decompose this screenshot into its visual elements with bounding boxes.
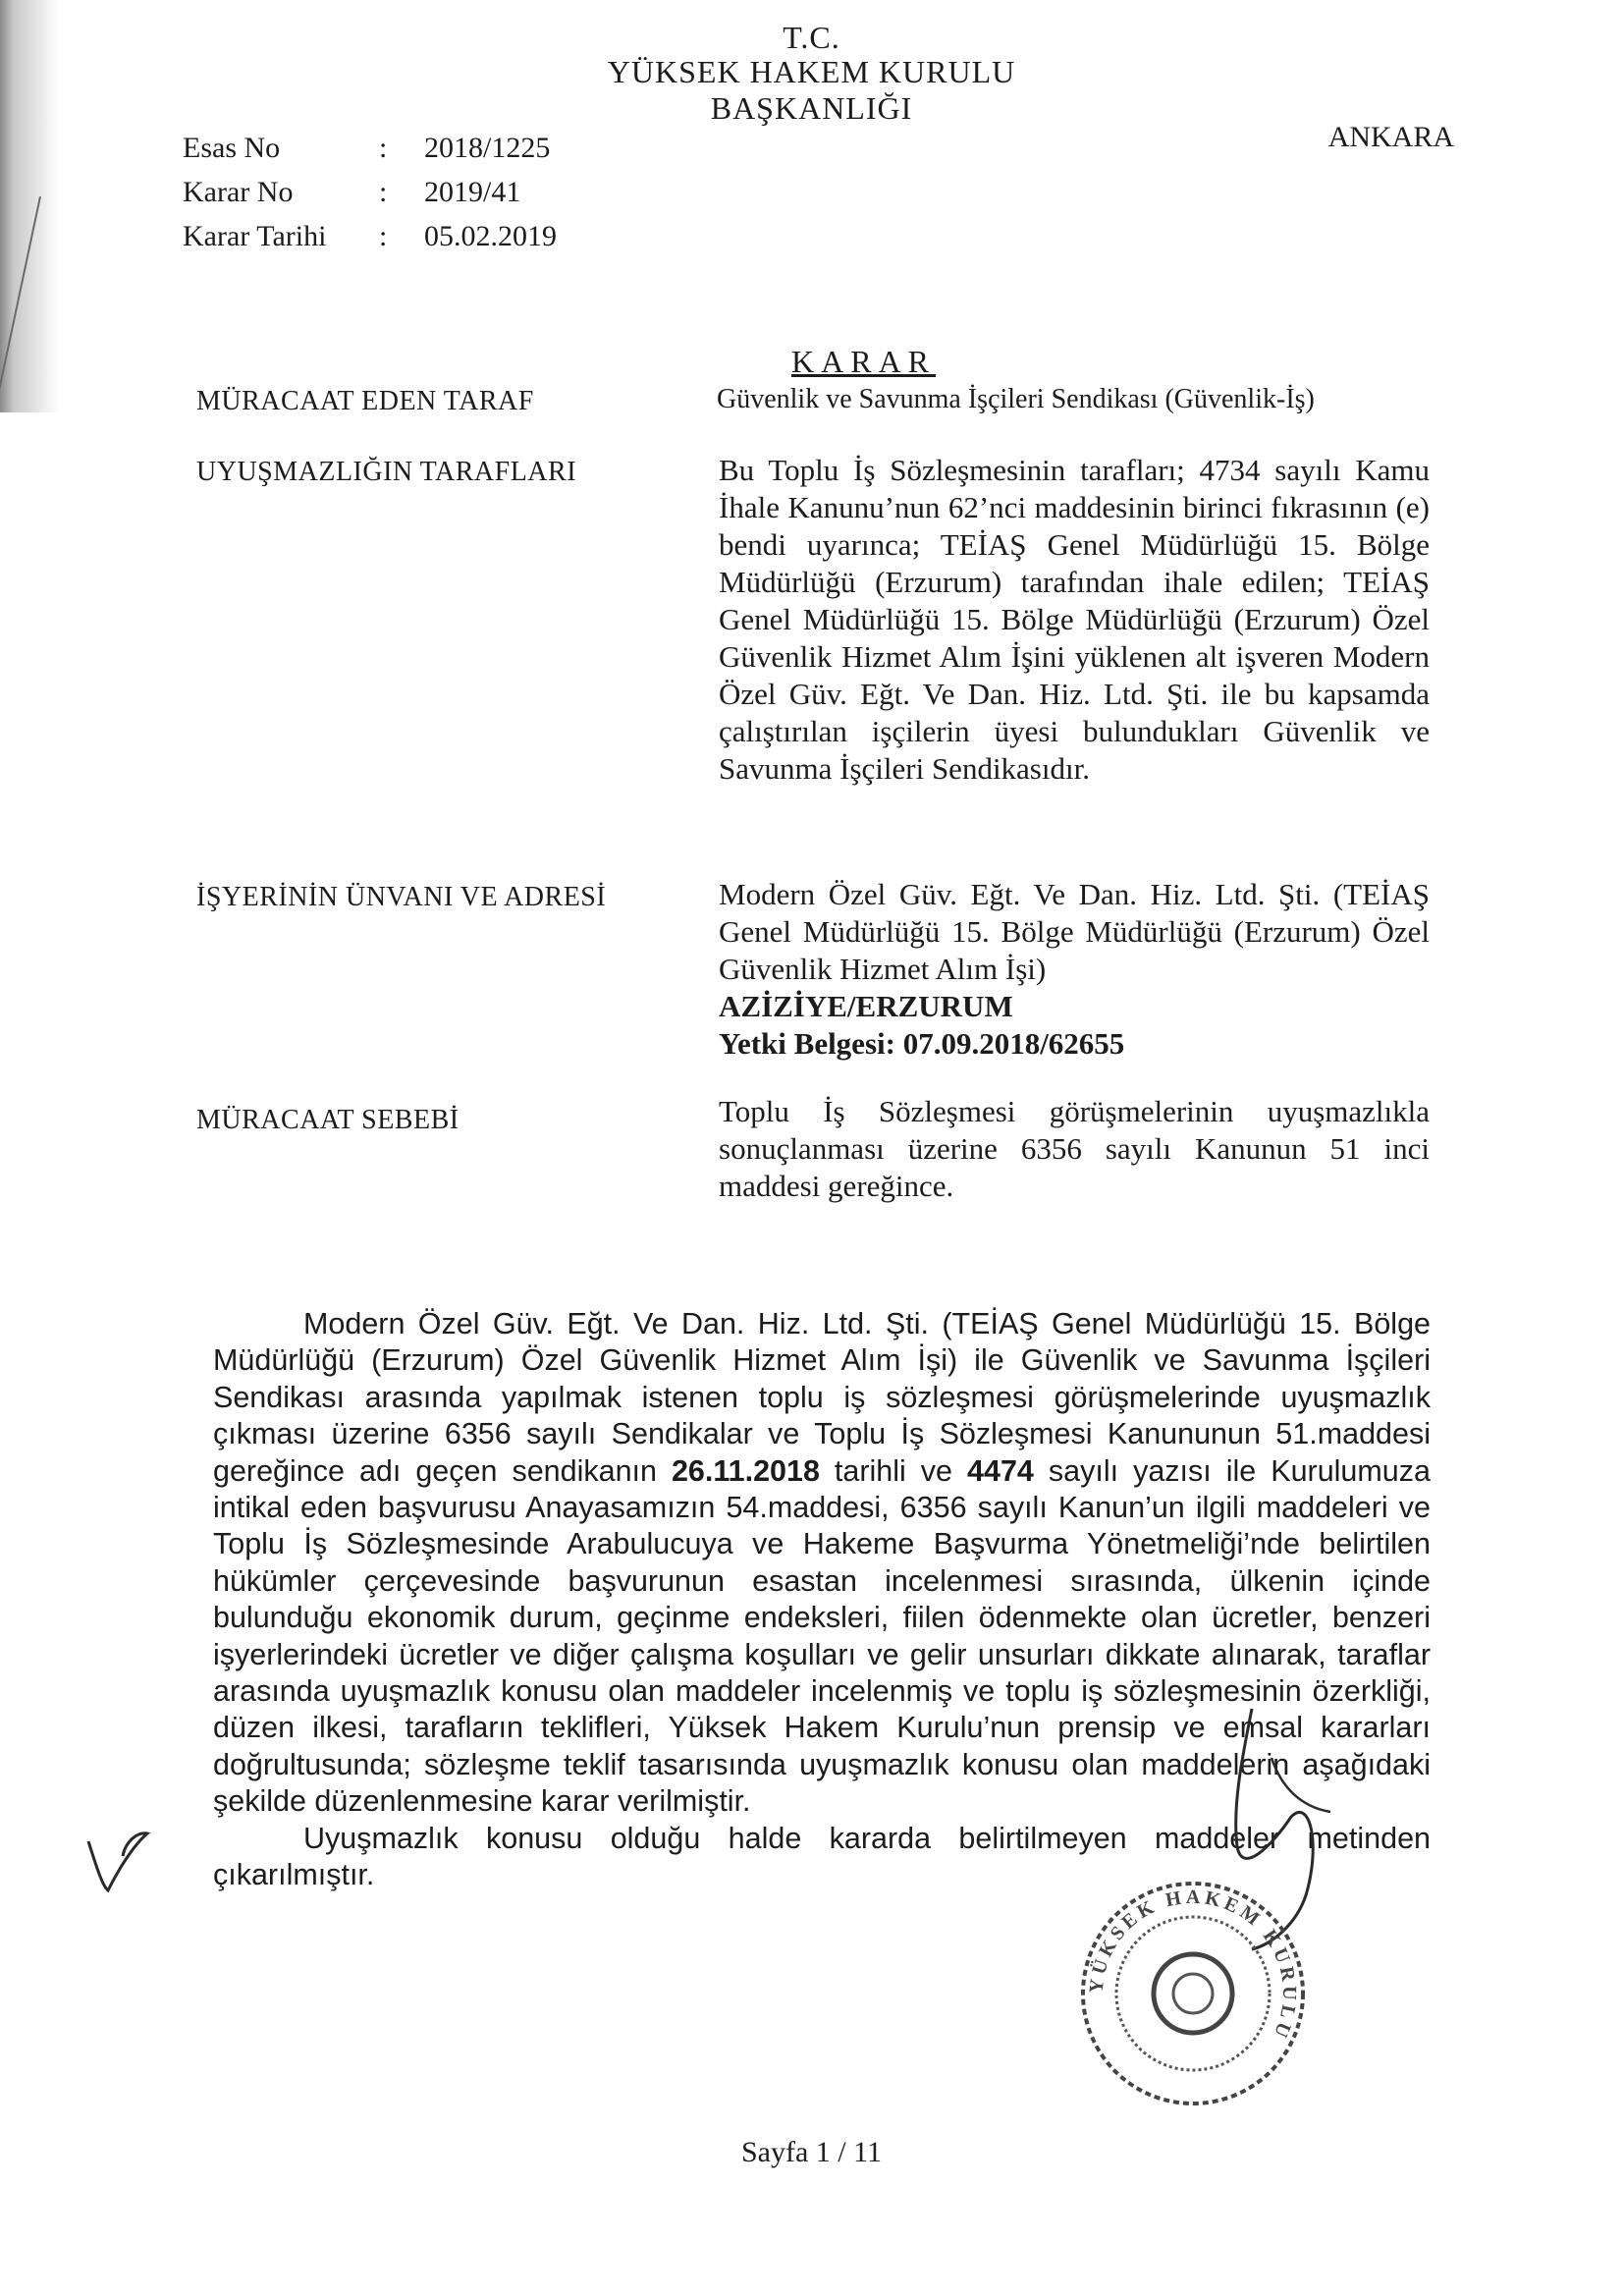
body-text: Modern Özel Güv. Eğt. Ve Dan. Hiz. Ltd. Şti. (TEİAŞ Genel Müdürlüğü 15. Bölge Müdürlüğü (Erzurum) Özel Güvenlik Hizmet Alım İşi) ile Güvenlik ve Savunma İşçileri Sendikası arasında yapılmak istenen toplu iş sözleşmesi görüşmelerinde uyuşmazlık çıkması üzerine 6356 sayılı Sendikalar ve Toplu İş Sözleşmesi Kanununun 51.maddesi gereğince adı geçen sendikanın xyxy=(213,1307,1431,1488)
header-institution: YÜKSEK HAKEM KURULU xyxy=(607,54,1016,89)
meta-key: Karar Tarihi xyxy=(183,220,327,252)
application-date: 26.11.2018 xyxy=(671,1453,820,1488)
header-office: BAŞKANLIĞI xyxy=(710,90,913,126)
application-number: 4474 xyxy=(967,1453,1034,1488)
applicant-value: Güvenlik ve Savunma İşçileri Sendikası (Güvenlik-İş) xyxy=(717,384,1315,414)
meta-sep: : xyxy=(379,176,388,208)
meta-sep: : xyxy=(379,132,388,164)
official-seal-stamp xyxy=(1070,1871,1316,2116)
body-text: tarihli ve xyxy=(819,1453,968,1488)
meta-value: 2019/41 xyxy=(424,176,521,208)
applicant-label: MÜRACAAT EDEN TARAF xyxy=(196,386,534,416)
meta-value: 05.02.2019 xyxy=(424,220,557,252)
meta-key: Esas No xyxy=(183,132,281,164)
workplace-block xyxy=(719,876,1430,1063)
workplace-address: AZİZİYE/ERZURUM xyxy=(719,989,1013,1023)
case-meta xyxy=(183,126,557,258)
parties-value: Bu Toplu İş Sözleşmesinin tarafları; 4734 sayılı Kamu İhale Kanunu’nun 62’nci maddesinin birinci fıkrasının (e) bendi uyarınca; TEİAŞ Genel Müdürlüğü 15. Bölge Müdürlüğü (Erzurum) tarafından ihale edilen; TEİAŞ Genel Müdürlüğü 15. Bölge Müdürlüğü (Erzurum) Özel Güvenlik Hizmet Alım İşini yüklenen alt işveren Modern Özel Güv. Eğt. Ve Dan. Hiz. Ltd. Şti. ile bu kapsamda çalıştırılan işçilerin üyesi bulundukları Güvenlik ve Savunma İşçileri Sendikasıdır. xyxy=(719,453,1430,786)
meta-key: Karar No xyxy=(183,176,294,208)
workplace-label: İŞYERİNİN ÜNVANI VE ADRESİ xyxy=(196,882,607,912)
header-city: ANKARA xyxy=(1327,121,1454,153)
body-paragraph-2: Uyuşmazlık konusu olduğu halde kararda belirtilmeyen maddeler metinden çıkarılmıştır. xyxy=(213,1821,1431,1892)
meta-row-karar xyxy=(183,170,557,214)
meta-sep: : xyxy=(379,220,388,252)
authority-certificate: Yetki Belgesi: 07.09.2018/62655 xyxy=(719,1026,1125,1061)
body-text: sayılı yazısı ile Kurulumuza intikal eden başvurusu Anayasamızın 54.maddesi, 6356 sayılı Kanun’un ilgili maddeleri ve Toplu İş Sözleşmesinde Arabulucuya ve Hakeme Başvurma Yönetmeliği’nde belirtilen hükümler çerçevesinde başvurunun esastan incelenmesi sırasında, ülkenin içinde bulunduğu ekonomik durum, geçinme endeksleri, fiilen ödenmekte olan ücretler, benzeri işyerlerindeki ücretler ve diğer çalışma koşulları ve gelir unsurları dikkate alınarak, taraflar arasında uyuşmazlık konusu olan maddeler incelenmiş ve toplu iş sözleşmesinin özerkliği, düzen ilkesi, tarafların teklifleri, Yüksek Hakem Kurulu’nun prensip ve emsal kararları doğrultusunda; sözleşme teklif tasarısında uyuşmazlık konusu olan maddelerin aşağıdaki şekilde düzenlenmesine karar verilmiştir. xyxy=(213,1453,1431,1819)
parties-label: UYUŞMAZLIĞIN TARAFLARI xyxy=(196,457,577,487)
handwritten-initial-mark xyxy=(79,1812,167,1900)
stamp-text: YÜKSEK HAKEM KURULU xyxy=(1085,1886,1301,2045)
meta-row-esas xyxy=(183,126,557,170)
meta-row-tarih xyxy=(183,214,557,258)
decision-title: KARAR xyxy=(791,344,937,379)
meta-value: 2018/1225 xyxy=(424,132,551,164)
header-tc: T.C. xyxy=(783,20,840,55)
svg-text:YÜKSEK HAKEM KURULU xyxy=(1086,1886,1301,2045)
workplace-value: Modern Özel Güv. Eğt. Ve Dan. Hiz. Ltd. Şti. (TEİAŞ Genel Müdürlüğü 15. Bölge Müdürlüğü (Erzurum) Özel Güvenlik Hizmet Alım İşi) xyxy=(719,877,1430,986)
reason-label: MÜRACAAT SEBEBİ xyxy=(196,1105,460,1135)
reason-value: Toplu İş Sözleşmesi görüşmelerinin uyuşmazlıkla sonuçlanması üzerine 6356 sayılı Kanunun 51 inci maddesi gereğince. xyxy=(719,1094,1430,1203)
page-number: Sayfa 1 / 11 xyxy=(740,2136,883,2168)
